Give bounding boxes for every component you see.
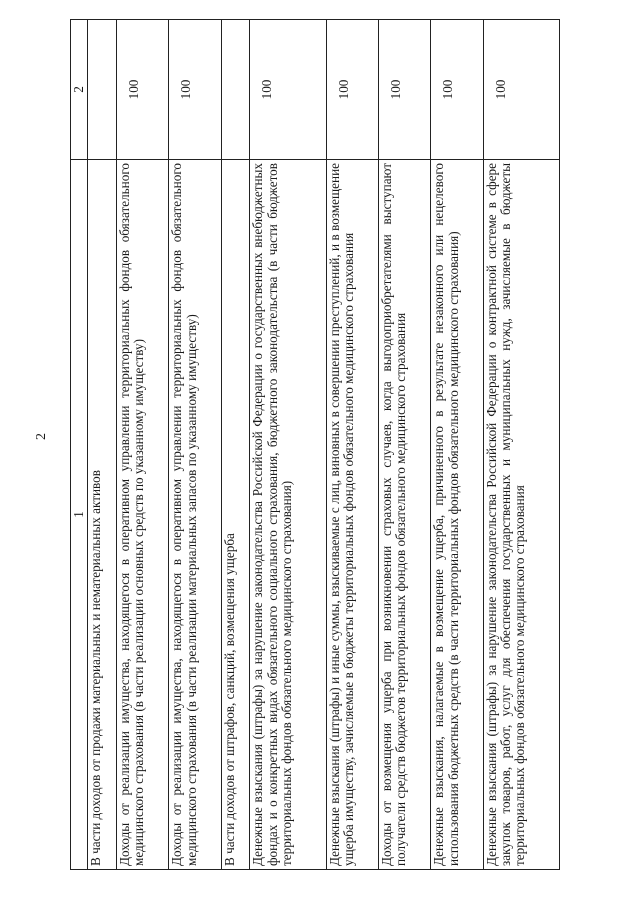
row-value: 100	[483, 20, 559, 160]
section-heading: В части доходов от продажи материальных и нематериальных активов	[88, 160, 117, 870]
page-number: 2	[34, 433, 49, 440]
row-description: Денежные взыскания (штрафы) за нарушение законодательства Российской Федерации о контрактной системе в сфере закупок товаров, работ, услуг для обеспечения государственных и муниципальных нужд, зачисляемые в бюджеты территориальных фондов обязательного медицинского страхования	[483, 160, 559, 870]
row-description: Денежные взыскания (штрафы) и иные суммы, взыскиваемые с лиц, виновных в совершении преступлений, и в возмещение ущерба имуществу, зачисляемые в бюджеты территориальных фондов обязательного медицинского страхования	[326, 160, 378, 870]
table-row	[326, 20, 378, 870]
row-value	[221, 20, 250, 160]
row-description: Денежные взыскания (штрафы) за нарушение законодательства Российской Федерации о государственных внебюджетных фондах и о конкретных видах обязательного социального страхования, бюджетного законодательства (в части бюджетов территориальных фондов обязательного медицинского страхования)	[250, 160, 326, 870]
row-value: 100	[431, 20, 483, 160]
row-description: Доходы от реализации имущества, находящегося в оперативном управлении территориальных фондов обязательного медицинского страхования (в части реализации материальных запасов по указанному имуществу)	[169, 160, 221, 870]
table-header-row	[71, 20, 88, 870]
row-value: 100	[250, 20, 326, 160]
row-description: Доходы от возмещения ущерба при возникновении страховых случаев, когда выгодоприобретателями выступают получатели средств бюджетов территориальных фондов обязательного медицинского страхования	[379, 160, 431, 870]
income-distribution-table	[70, 19, 560, 870]
column-header-2: 2	[71, 20, 88, 160]
row-value: 100	[379, 20, 431, 160]
table-row	[483, 20, 559, 870]
table-row	[88, 20, 117, 870]
row-value: 100	[116, 20, 168, 160]
rotated-table-container	[70, 20, 560, 870]
table-row	[250, 20, 326, 870]
table-row	[169, 20, 221, 870]
row-description: Денежные взыскания, налагаемые в возмещение ущерба, причиненного в результате незаконного или нецелевого использования бюджетных средств (в части территориальных фондов обязательного медицинского страхования)	[431, 160, 483, 870]
table-row	[116, 20, 168, 870]
row-value: 100	[169, 20, 221, 160]
row-value	[88, 20, 117, 160]
section-heading: В части доходов от штрафов, санкций, возмещения ущерба	[221, 160, 250, 870]
row-value: 100	[326, 20, 378, 160]
table-row	[431, 20, 483, 870]
table-row	[221, 20, 250, 870]
table-row	[379, 20, 431, 870]
row-description: Доходы от реализации имущества, находящегося в оперативном управлении территориальных фондов обязательного медицинского страхования (в части реализации основных средств по указанному имуществу)	[116, 160, 168, 870]
column-header-1: 1	[71, 160, 88, 870]
